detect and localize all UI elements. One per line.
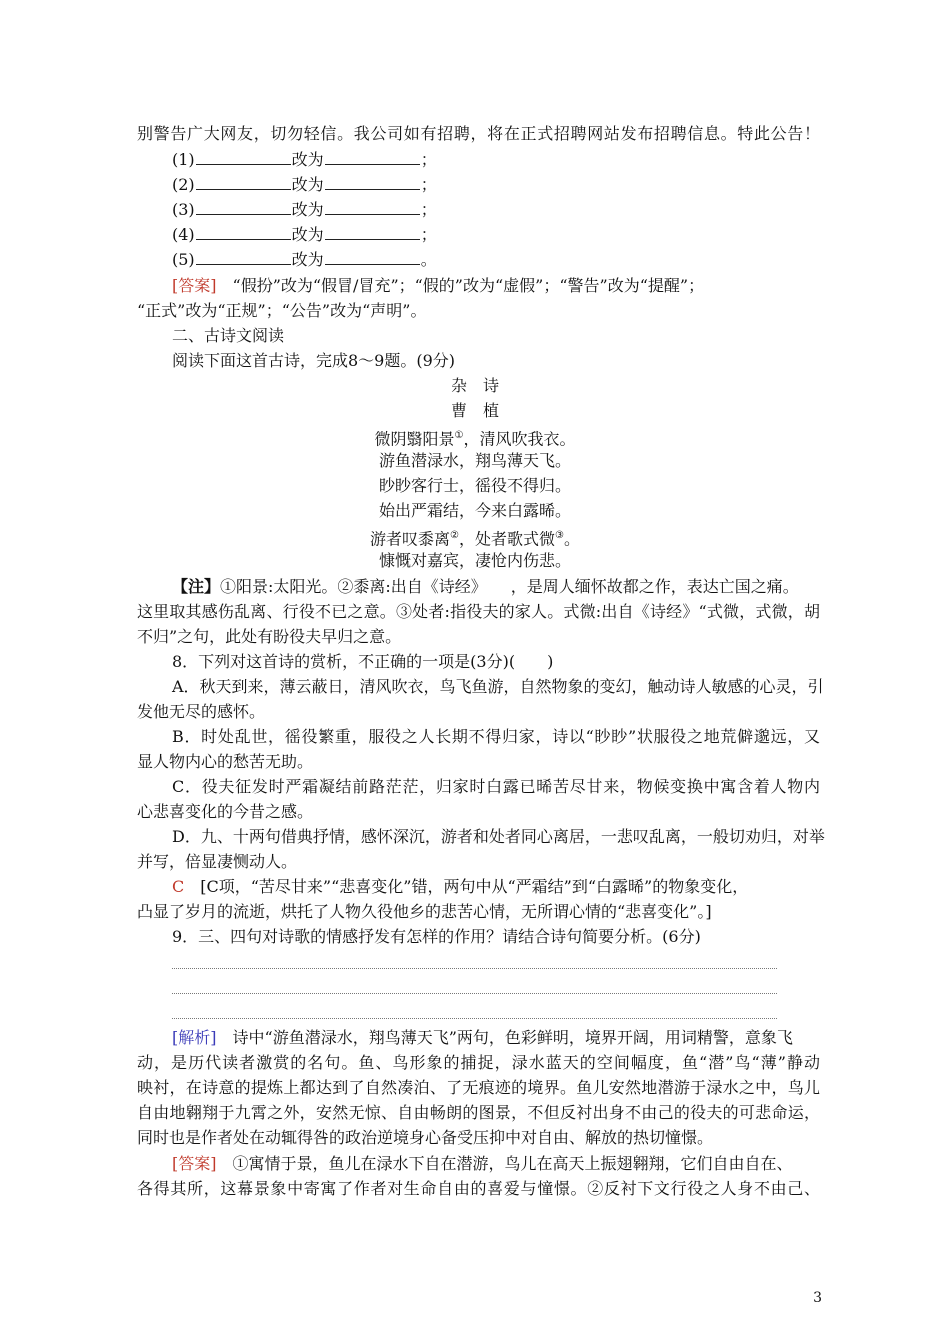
- poem-line: 微阴翳阳景①，清风吹我衣。: [374, 429, 576, 449]
- answer-tag: [答案]: [172, 1154, 217, 1173]
- answer-letter: C: [172, 877, 185, 896]
- answer-tag: [答案]: [172, 276, 217, 295]
- fill-item: (5) 改为 。: [172, 250, 437, 269]
- intro-line: 别警告广大网友，切勿轻信。我公司如有招聘，将在正式招聘网站发布招聘信息。特此公告！: [137, 124, 820, 143]
- option-b: B．时处乱世，徭役繁重，服役之人长期不得归家，诗以“眇眇”状服役之地荒僻邈远，又: [172, 727, 820, 746]
- answer-8-line2: 凸显了岁月的流逝，烘托了人物久役他乡的悲苦心情，无所谓心情的“悲喜变化”。]: [137, 902, 712, 921]
- fill-item: (3) 改为 ；: [172, 200, 437, 219]
- answer-blank[interactable]: [325, 150, 420, 165]
- option-d-cont: 并写，倍显凄恻动人。: [137, 852, 298, 871]
- option-a-cont: 发他无尽的感怀。: [137, 702, 266, 721]
- question-9-stem: 9．三、四句对诗歌的情感抒发有怎样的作用？请结合诗句简要分析。(6分): [172, 927, 701, 946]
- answer-blank[interactable]: [325, 175, 420, 190]
- option-c: C．役夫征发时严霜凝结前路茫茫，归家时白露已晞苦尽甘来，物候变换中寓含着人物内: [172, 777, 820, 796]
- answer-7-line1: [答案] “假扮”改为“假冒/冒充”；“假的”改为“虚假”；“警告”改为“提醒”；: [172, 276, 705, 295]
- answer-blank[interactable]: [325, 225, 420, 240]
- poem-line: 游者叹黍离②，处者歌式微③。: [370, 529, 580, 549]
- question-8-stem: 8．下列对这首诗的赏析，不正确的一项是(3分)( ): [172, 652, 554, 671]
- poem-line: 始出严霜结，今来白露晞。: [378, 501, 571, 520]
- answer-blank[interactable]: [196, 175, 291, 190]
- fill-item: (1) 改为 ；: [172, 150, 437, 169]
- note-label: 【注】: [172, 577, 221, 596]
- poem-title: 杂 诗: [450, 376, 499, 395]
- analysis-line2: 动，是历代读者激赏的名句。鱼、鸟形象的捕捉，渌水蓝天的空间幅度，鱼“潜”鸟“薄”静动: [137, 1053, 820, 1072]
- poem-author: 曹 植: [450, 401, 499, 420]
- option-a: A．秋天到来，薄云蔽日，清风吹衣，鸟飞鱼游，自然物象的变幻，触动诗人敏感的心灵，引: [172, 677, 824, 696]
- answer-blank[interactable]: [325, 250, 420, 265]
- answer-8-line1: C [C项，“苦尽甘来”“悲喜变化”错，两句中从“严霜结”到“白露晞”的物象变化，: [172, 877, 749, 896]
- fill-item: (2) 改为 ；: [172, 175, 437, 194]
- poem-line: 游鱼潜渌水，翔鸟薄天飞。: [378, 451, 571, 470]
- analysis-line3: 映衬，在诗意的提炼上都达到了自然凑泊、了无痕迹的境界。鱼儿安然地潜游于渌水之中，鸟儿: [137, 1078, 820, 1097]
- poem-line: 眇眇客行士，徭役不得归。: [378, 476, 571, 495]
- analysis-line4: 自由地翱翔于九霄之外，安然无惊、自由畅朗的图景，不但反衬出身不由己的役夫的可悲命运，: [137, 1103, 820, 1122]
- analysis-line1: [解析] 诗中“游鱼潜渌水，翔鸟薄天飞”两句，色彩鲜明，境界开阔，用词精警，意象飞: [172, 1028, 793, 1047]
- read-instruction: 阅读下面这首古诗，完成8～9题。(9分): [172, 351, 456, 370]
- answer-blank[interactable]: [196, 250, 291, 265]
- answer-7-line2: “正式”改为“正规”；“公告”改为“声明”。: [137, 301, 427, 320]
- note-line2: 这里取其感伤乱离、行役不已之意。③处者:指役夫的家人。式微:出自《诗经》“式微，式微，胡: [137, 602, 820, 621]
- answer-line[interactable]: [172, 1018, 777, 1019]
- section-title: 二、古诗文阅读: [172, 326, 285, 345]
- fill-item: (4) 改为 ；: [172, 225, 437, 244]
- option-d: D．九、十两句借典抒情，感怀深沉，游者和处者同心离居，一悲叹乱离，一般切劝归，对举: [172, 827, 825, 846]
- note-line1: 【注】①阳景:太阳光。②黍离:出自《诗经》 ，是周人缅怀故都之作，表达亡国之痛。: [172, 577, 799, 596]
- analysis-line5: 同时也是作者处在动辄得咎的政治逆境身心备受压抑中对自由、解放的热切憧憬。: [137, 1128, 714, 1147]
- note-line3: 不归”之句，此处有盼役夫早归之意。: [137, 627, 402, 646]
- page-number: 3: [813, 1290, 822, 1306]
- option-b-cont: 显人物内心的愁苦无助。: [137, 752, 314, 771]
- answer-blank[interactable]: [196, 150, 291, 165]
- analysis-tag: [解析]: [172, 1028, 217, 1047]
- answer-blank[interactable]: [196, 225, 291, 240]
- answer-blank[interactable]: [325, 200, 420, 215]
- option-c-cont: 心悲喜变化的今昔之感。: [137, 802, 314, 821]
- answer-blank[interactable]: [196, 200, 291, 215]
- answer-9-line1: [答案] ①寓情于景，鱼儿在渌水下自在潜游，鸟儿在高天上振翅翱翔，它们自由自在、: [172, 1154, 793, 1173]
- answer-9-line2: 各得其所，这幕景象中寄寓了作者对生命自由的喜爱与憧憬。②反衬下文行役之人身不由己、: [137, 1179, 820, 1198]
- answer-line[interactable]: [172, 993, 777, 994]
- poem-line: 慷慨对嘉宾，凄怆内伤悲。: [378, 551, 571, 570]
- answer-line[interactable]: [172, 968, 777, 969]
